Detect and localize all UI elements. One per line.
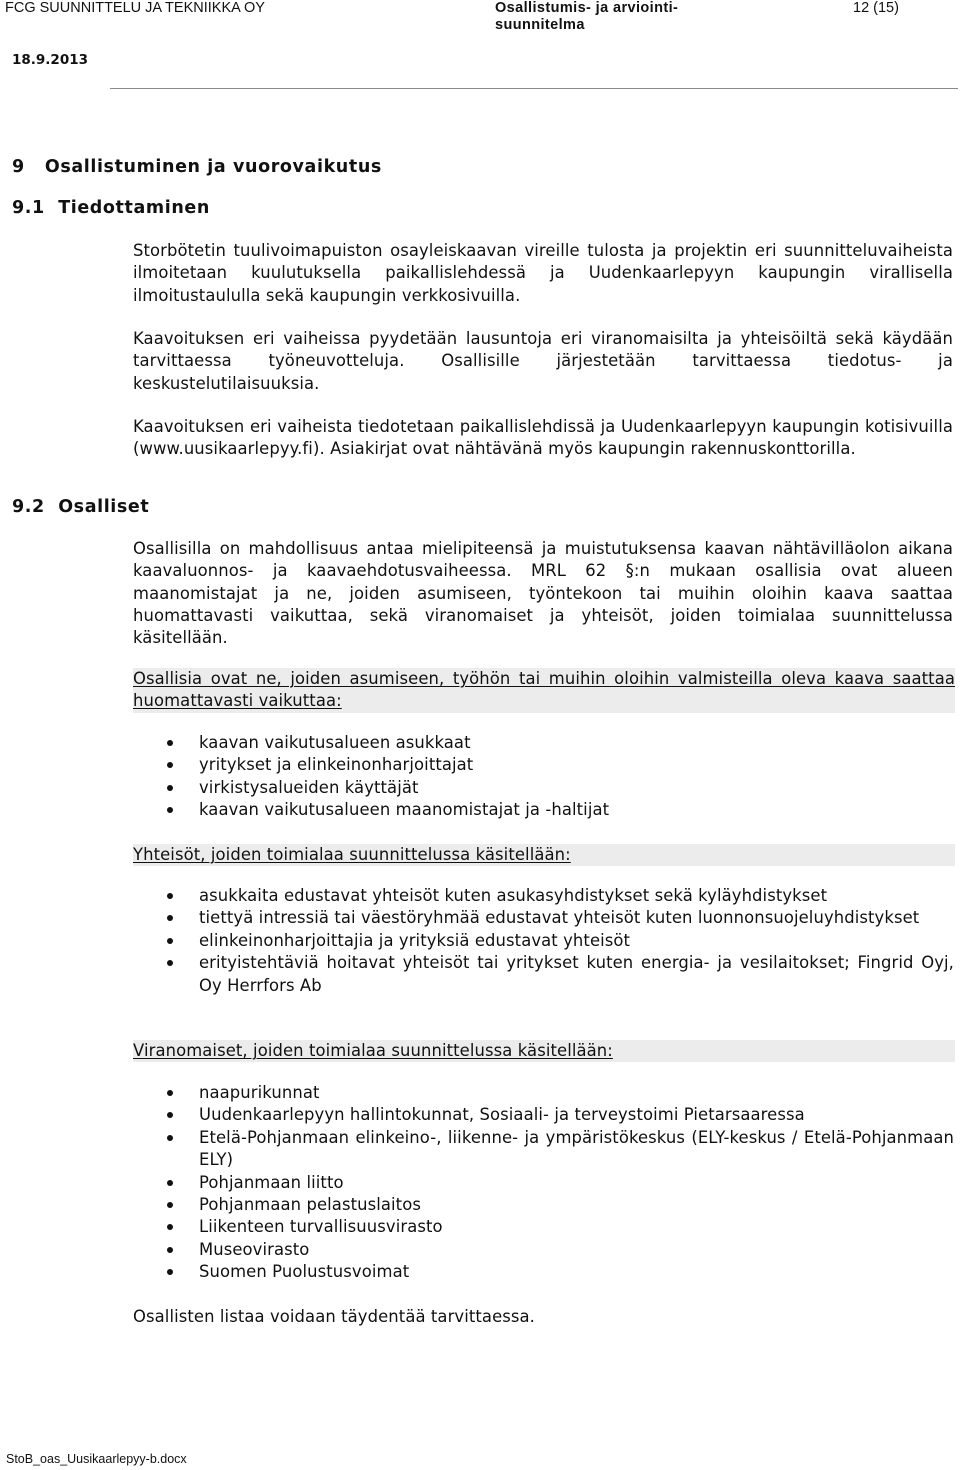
section-9-2-heading bbox=[12, 497, 149, 517]
page-number: 12 (15) bbox=[853, 0, 899, 16]
list-item: Pohjanmaan liitto bbox=[166, 1172, 954, 1194]
group-communities-heading-text: Yhteisöt, joiden toimialaa suunnittelussa käsitellään: bbox=[133, 845, 571, 864]
group-communities-heading bbox=[133, 844, 955, 866]
group-authorities-list bbox=[166, 1082, 954, 1284]
section-title: Osallistuminen ja vuorovaikutus bbox=[44, 157, 382, 177]
section-title: Osalliset bbox=[58, 497, 150, 517]
list-item: Uudenkaarlepyyn hallintokunnat, Sosiaali- ja terveystoimi Pietarsaaressa bbox=[166, 1104, 954, 1126]
list-item: Etelä-Pohjanmaan elinkeino-, liikenne- ja ympäristökeskus (ELY-keskus / Etelä-Pohjanmaan ELY) bbox=[166, 1127, 954, 1172]
tiedottaminen-paragraph-3: Kaavoituksen eri vaiheista tiedotetaan paikallislehdissä ja Uudenkaarlepyyn kaupungin kotisivuilla (www.uusikaarlepyy.fi). Asiakirjat ovat nähtävänä myös kaupungin rakennuskonttorilla. bbox=[133, 417, 953, 459]
section-9-heading bbox=[12, 157, 382, 177]
header-rule bbox=[110, 88, 958, 89]
list-item: kaavan vaikutusalueen asukkaat bbox=[166, 732, 954, 754]
document-title-line1: Osallistumis- ja arviointi- bbox=[495, 0, 679, 16]
document-title bbox=[495, 0, 735, 34]
group-affected-heading-text: Osallisia ovat ne, joiden asumiseen, työhön tai muihin oloihin valmisteilla oleva kaava saattaa huomattavasti vaikuttaa: bbox=[133, 669, 955, 711]
section-number: 9.2 bbox=[12, 497, 45, 517]
section-title: Tiedottaminen bbox=[58, 198, 210, 218]
list-item: Suomen Puolustusvoimat bbox=[166, 1261, 954, 1283]
tiedottaminen-paragraph-1: Storbötetin tuulivoimapuiston osayleiskaavan vireille tulosta ja projektin eri suunnitteluvaiheista ilmoitetaan kuulutuksella paikallislehdessä ja Uudenkaarlepyyn kaupungin virallisella ilmoitustaululla sekä kaupungin verkkosivuilla. bbox=[133, 241, 953, 305]
tiedottaminen-paragraph-2: Kaavoituksen eri vaiheissa pyydetään lausuntoja eri viranomaisilta ja yhteisöiltä sekä käydään tarvittaessa työneuvotteluja. Osallisille järjestetään tarvittaessa tiedotus- ja keskustelutilaisuuksia. bbox=[133, 329, 953, 393]
osalliset-intro-paragraph: Osallisilla on mahdollisuus antaa mielipiteensä ja muistutuksensa kaavan nähtävilläolon aikana kaavaluonnos- ja kaavaehdotusvaiheessa. MRL 62 §:n mukaan osallisia ovat alueen maanomistajat ja ne, joiden asumiseen, työntekoon tai muihin oloihin kaava saattaa huomattavasti vaikuttaa, sekä viranomaiset ja yhteisöt, joiden toimialaa suunnittelussa käsitellään. bbox=[133, 539, 953, 648]
list-item: elinkeinonharjoittajia ja yrityksiä edustavat yhteisöt bbox=[166, 930, 954, 952]
list-item: asukkaita edustavat yhteisöt kuten asukasyhdistykset sekä kyläyhdistykset bbox=[166, 885, 954, 907]
document-date: 18.9.2013 bbox=[12, 52, 89, 68]
list-item: yritykset ja elinkeinonharjoittajat bbox=[166, 754, 954, 776]
group-affected-heading bbox=[133, 668, 955, 713]
list-item: erityistehtäviä hoitavat yhteisöt tai yritykset kuten energia- ja vesilaitokset; Fingrid Oyj, Oy Herrfors Ab bbox=[166, 952, 954, 997]
group-affected-list bbox=[166, 732, 954, 822]
list-item: virkistysalueiden käyttäjät bbox=[166, 777, 954, 799]
section-number: 9 bbox=[12, 157, 25, 177]
closing-paragraph: Osallisten listaa voidaan täydentää tarvittaessa. bbox=[133, 1307, 535, 1326]
list-item: tiettyä intressiä tai väestöryhmää edustavat yhteisöt kuten luonnonsuojeluyhdistykset bbox=[166, 907, 954, 929]
footer-filename: StoB_oas_Uusikaarlepyy-b.docx bbox=[6, 1452, 187, 1466]
list-item: kaavan vaikutusalueen maanomistajat ja -haltijat bbox=[166, 799, 954, 821]
list-item: naapurikunnat bbox=[166, 1082, 954, 1104]
group-communities-list bbox=[166, 885, 954, 997]
group-authorities-heading bbox=[133, 1040, 955, 1062]
document-title-line2: suunnitelma bbox=[495, 17, 585, 33]
section-9-1-heading bbox=[12, 198, 210, 218]
list-item: Liikenteen turvallisuusvirasto bbox=[166, 1216, 954, 1238]
list-item: Museovirasto bbox=[166, 1239, 954, 1261]
list-item: Pohjanmaan pelastuslaitos bbox=[166, 1194, 954, 1216]
group-authorities-heading-text: Viranomaiset, joiden toimialaa suunnittelussa käsitellään: bbox=[133, 1041, 613, 1060]
section-number: 9.1 bbox=[12, 198, 45, 218]
company-name: FCG SUUNNITTELU JA TEKNIIKKA OY bbox=[5, 0, 265, 16]
